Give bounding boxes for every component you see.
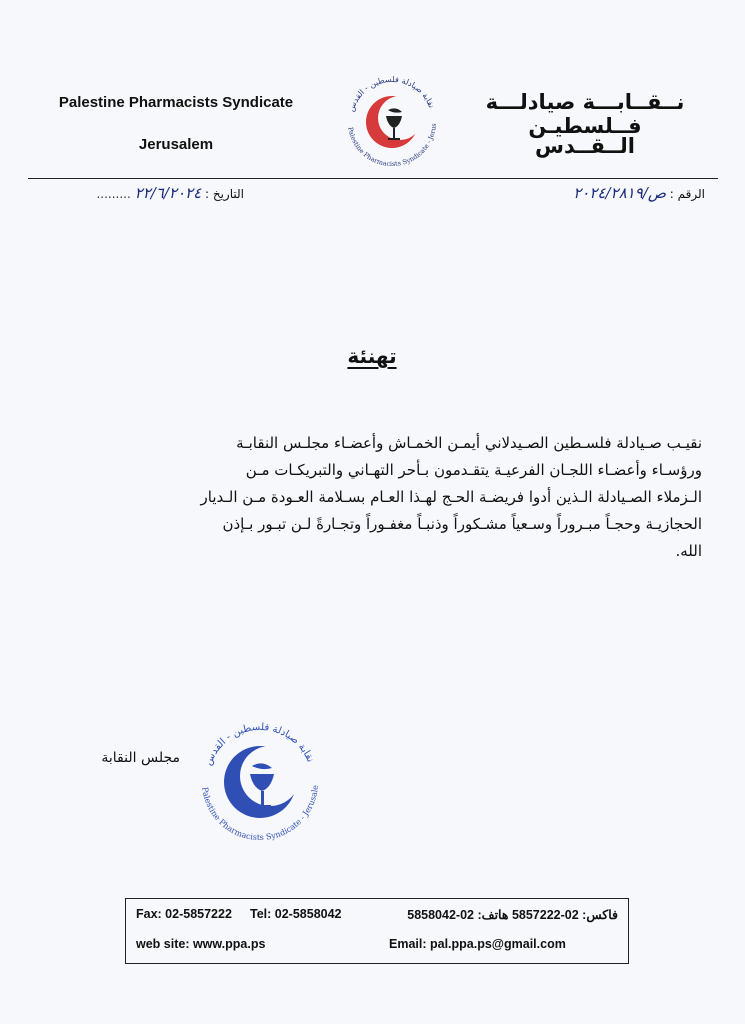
footer-contact-box bbox=[125, 898, 629, 964]
letter-title: تهنئة bbox=[347, 344, 397, 368]
official-stamp bbox=[186, 708, 334, 848]
org-name-ar: نــقــابـــة صيادلـــة فــلسطيـن bbox=[485, 90, 685, 138]
city-en: Jerusalem bbox=[138, 136, 214, 153]
header-divider bbox=[28, 178, 718, 179]
fax-tel-ar: فاكس: 02-5857222 هاتف: 02-5858042 bbox=[407, 908, 618, 922]
logo-text-ar: نقابة صيادلة فلسطين - القدس bbox=[346, 74, 437, 113]
date-value: ٢٢/٦/٢٠٢٤ bbox=[134, 184, 202, 202]
letter-body bbox=[66, 430, 702, 565]
signature-council: مجلس النقابة bbox=[101, 750, 180, 766]
letter-line: الـزملاء الصـيادلة الـذين أدوا فريضـة الحـج لهـذا العـام بسـلامة العـودة مـن الـديار bbox=[200, 488, 702, 506]
date-line: التاريخ : ٢٢/٦/٢٠٢٤ ......... bbox=[96, 184, 244, 202]
letter-line: نقيـب صـيادلة فلسـطين الصـيدلاني أيمـن الخمـاش وأعضـاء مجلـس النقابـة bbox=[236, 434, 702, 452]
date-label: التاريخ : bbox=[204, 187, 244, 201]
number-value: ص/٢٠٢٤/٢٨١٩ bbox=[573, 184, 666, 202]
stamp-text-en: Palestine Pharmacists Syndicate - Jerusale bbox=[200, 784, 320, 843]
city-ar: الــقــدس bbox=[534, 134, 636, 158]
fax-en: Fax: 02-5857222 bbox=[136, 907, 232, 921]
number-line bbox=[530, 184, 705, 202]
tel-en: Tel: 02-5858042 bbox=[250, 907, 342, 921]
logo-text-en: Palestine Pharmacists Syndicate - Jerus bbox=[346, 123, 439, 169]
letter-line: ورؤسـاء وأعضـاء اللجـان الفرعيـة يتقـدمون بـأحر التهـاني والتبريكـات مـن bbox=[245, 461, 702, 479]
website[interactable]: web site: www.ppa.ps bbox=[136, 937, 266, 951]
letter-line: الله. bbox=[675, 542, 702, 560]
org-name-en: Palestine Pharmacists Syndicate bbox=[58, 94, 294, 111]
syndicate-logo bbox=[336, 68, 448, 172]
email[interactable]: Email: pal.ppa.ps@gmail.com bbox=[389, 937, 566, 951]
stamp-text-ar: نقابة صيادلة فلسطين - القدس bbox=[202, 721, 316, 768]
letter-line: الحجازيـة وحجـاً مبـروراً وسـعياً مشـكوراً وذنبـاً مغفـوراً وتجـارةً لـن تبـور بـإذن bbox=[222, 515, 702, 533]
number-label: الرقم : bbox=[669, 187, 705, 201]
